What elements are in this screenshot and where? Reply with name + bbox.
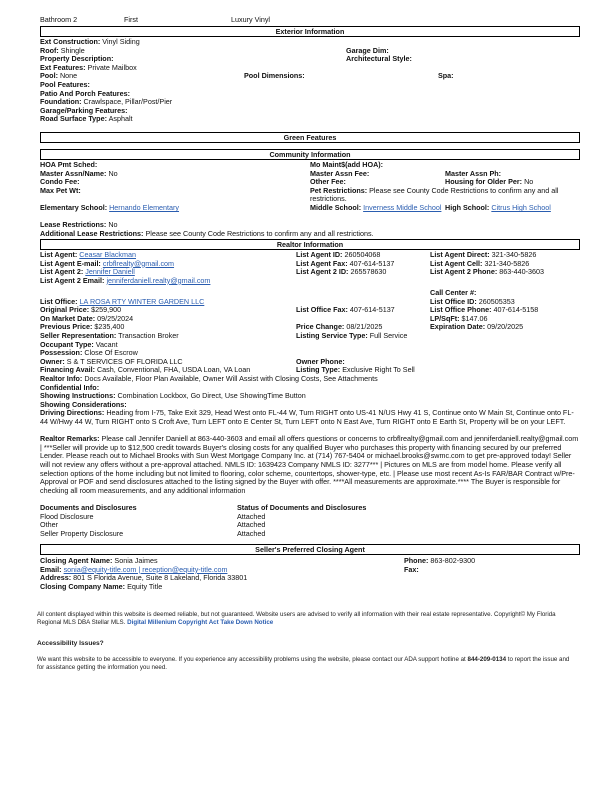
realtor-owner-label: Owner:	[40, 356, 65, 366]
community-additional_lease-value: Please see County Code Restrictions to confirm any and all restrictions.	[145, 228, 374, 238]
realtor-showing_instr-label: Showing Instructions:	[40, 391, 116, 401]
community-mo_maint-label: Mo Maint$(add HOA):	[310, 160, 384, 169]
high-school-link[interactable]: Citrus High School	[491, 203, 551, 212]
field-row	[296, 306, 395, 315]
realtor-list_office_phone-value: 407-614-5158	[493, 305, 539, 315]
field-row	[237, 530, 265, 539]
exterior-garage_dim-label: Garage Dim:	[346, 45, 389, 55]
realtor-list_agent_fax-value: 407-614-5137	[349, 258, 395, 268]
realtor-previous_price-label: Previous Price:	[40, 322, 93, 332]
realtor-list_agent_fax-label: List Agent Fax:	[296, 258, 348, 268]
list-agent2-link[interactable]: Jennifer Daniell	[85, 267, 135, 277]
community-section	[40, 161, 580, 238]
community-other_fee-label: Other Fee:	[310, 177, 346, 187]
realtor-expiration-label: Expiration Date:	[430, 322, 486, 332]
exterior-pool-value: None	[59, 71, 78, 81]
realtor-list_office_fax-value: 407-614-5137	[349, 305, 395, 315]
realtor-listing_type-label: Listing Type:	[296, 365, 341, 375]
realtor-seller_rep-label: Seller Representation:	[40, 331, 117, 340]
exterior-road-label: Road Surface Type:	[40, 114, 107, 124]
realtor-showing_instr-value: Combination Lockbox, Go Direct, Use ShowingTime Button	[117, 391, 306, 401]
closing-phone-value: 863-802-9300	[430, 556, 476, 565]
closing-agent-label: Closing Agent Name:	[40, 556, 113, 565]
realtor-expiration-value: 09/20/2025	[487, 322, 524, 332]
footer-access_text_1: We want this website to be accessible to everyone. If you experience any accessibility problems using the website, please contact our ADA support hotline at	[37, 656, 466, 663]
exterior-pool_dimensions-label: Pool Dimensions:	[244, 71, 305, 81]
realtor-remarks-value: Please call Jennifer Daniell at 863-440-3603 and email all offers questions or concerns to crbflrealty@gmail.com and jenniferdaniell.realty@gmail.com | ***Seller will provide up to $12,500 credit towards Buyer's closing costs for any qualified Buyer who purchases this property with financing secured by our preferred Lender. Please reach out to Michael Brooks with Sun West Mortgage Company Inc. at (714) 767-5404 or michael.brooks@swmc.com to get pre-approved today! Seller will not review any offers without a pre-approval attached. NMLS ID: 1639423 Company NMLS ID: 3277*** | Pictures on MLS are from model home. Please verify all selection options of the home including but not limited to flooring, color scheme, countertops, shower-type, etc. | Please use most recent As-Is FAR/BAR Contract w/Pre-Approval or POF and send disclosures attached to the listing signed by the Buyer with offer. ****All measurements are approximate.**** The Buyer is responsible for checking all room measurements, and any additional information	[40, 434, 579, 495]
realtor-list_agent2_id-value: 265578630	[350, 267, 387, 277]
realtor-confidential-label: Confidential Info:	[40, 382, 100, 392]
realtor-list_agent2_phone-value: 863-440-3603	[499, 267, 544, 277]
realtor-status_header: Status of Documents and Disclosures	[237, 503, 367, 512]
community-master_assn_name-value: No	[108, 168, 118, 178]
field-row	[40, 277, 210, 286]
field-row	[404, 566, 419, 575]
realtor-driving-value: Heading from I-75, Take Exit 329, Head West onto FL-44 W, Turn RIGHT onto US-41 N/US Hwy 41 S, Continue onto W Main St, Continue onto FL-44 W/Hwy 44 W, Turn RIGHT onto S Croft Ave, Turn LEFT onto E Center St, Turn LEFT onto N East Ave, Turn RIGHT onto E Earth St, Property will be on your LEFT.	[40, 408, 574, 426]
community-master_assn_name-label: Master Assn/Name:	[40, 168, 107, 178]
realtor-list_agent_id-value: 260504068	[344, 250, 381, 259]
field-row	[310, 187, 580, 204]
realtor-docs-0-status: Attached	[237, 511, 266, 521]
realtor-section	[40, 251, 580, 543]
exterior-garage-label: Garage/Parking Features:	[40, 105, 128, 115]
footer-disclaimer: All content displayed within this website is deemed reliable, but not guaranteed. Website users are advised to verify all information with their real estate representative. Copyright© My Florida Regional MLS DBA Stellar MLS.	[37, 611, 556, 626]
realtor-original_price-value: $259,900	[91, 305, 122, 315]
closing-phone-label: Phone:	[404, 556, 429, 565]
realtor-owner_phone-label: Owner Phone:	[296, 356, 345, 366]
room-level: First	[124, 15, 138, 24]
realtor-header: Realtor Information	[40, 239, 580, 250]
field-row	[430, 268, 544, 277]
community-housing_older-label: Housing for Older Per:	[445, 177, 523, 187]
realtor-list_agent2_id-label: List Agent 2 ID:	[296, 267, 349, 277]
realtor-on_market-label: On Market Date:	[40, 313, 96, 323]
realtor-original_price-label: Original Price:	[40, 305, 90, 315]
exterior-ext_construction-label: Ext Construction:	[40, 37, 101, 46]
closing-section	[40, 556, 580, 596]
list-agent-email-link[interactable]: crbflrealty@gmail.com	[102, 258, 175, 268]
community-pet_restrictions-value: Please see County Code Restrictions to confirm any and all restrictions.	[310, 185, 559, 204]
community-hoa_pmt-label: HOA Pmt Sched:	[40, 160, 98, 169]
realtor-list_agent_cell-label: List Agent Cell:	[430, 258, 483, 268]
footer-access_text_2: to report the issue and for assistance getting the information you need.	[37, 656, 570, 671]
realtor-driving-label: Driving Directions:	[40, 408, 105, 418]
exterior-pool-label: Pool:	[40, 71, 58, 81]
realtor-price_change-value: 08/21/2025	[346, 322, 383, 332]
realtor-list_agent_email-label: List Agent E-mail:	[40, 258, 101, 268]
realtor-realtor_info-label: Realtor Info:	[40, 374, 83, 383]
realtor-list_agent2-label: List Agent 2:	[40, 267, 84, 277]
exterior-road-value: Asphalt	[108, 114, 133, 124]
community-middle-label: Middle School:	[310, 203, 362, 212]
exterior-roof-value: Shingle	[60, 45, 85, 55]
field-row	[244, 72, 305, 81]
accessibility-text	[37, 656, 577, 672]
dmca-link[interactable]: Digital Millenium Copyright Act Take Down Notice	[127, 619, 274, 626]
exterior-arch_style-label: Architectural Style:	[346, 54, 412, 64]
realtor-list_office_phone-label: List Office Phone:	[430, 305, 492, 315]
realtor-possession-label: Possession:	[40, 348, 83, 358]
realtor-docs-2-name: Seller Property Disclosure	[40, 528, 124, 538]
closing-email-label: Email:	[40, 564, 62, 574]
field-row	[40, 409, 580, 426]
realtor-occupant-label: Occupant Type:	[40, 339, 94, 349]
community-master_assn_fee-label: Master Assn Fee:	[310, 168, 370, 178]
field-row	[346, 55, 412, 64]
realtor-showing_consid-label: Showing Considerations:	[40, 399, 127, 409]
exterior-property_description-label: Property Description:	[40, 54, 114, 64]
community-elementary-label: Elementary School:	[40, 203, 108, 212]
community-master_assn_ph-label: Master Assn Ph:	[445, 168, 502, 178]
field-row	[40, 435, 580, 495]
community-lease_restrictions-value: No	[108, 220, 118, 230]
realtor-list_agent_direct-label: List Agent Direct:	[430, 250, 490, 259]
doc-row	[40, 530, 123, 539]
field-row	[430, 323, 523, 332]
realtor-seller_rep-value: Transaction Broker	[118, 331, 179, 340]
realtor-owner-value: S & T SERVICES OF FLORIDA LLC	[66, 356, 183, 366]
realtor-docs-0-name: Flood Disclosure	[40, 511, 94, 521]
realtor-remarks-label: Realtor Remarks:	[40, 434, 100, 444]
realtor-listing_type-value: Exclusive Right To Sell	[342, 365, 415, 375]
realtor-lp_sqft-label: LP/SqFt:	[430, 313, 460, 323]
community-lease_restrictions-label: Lease Restrictions:	[40, 220, 107, 230]
realtor-list_agent-label: List Agent:	[40, 250, 78, 259]
closing-agent-value: Sonia Jaimes	[114, 556, 158, 565]
field-row	[438, 72, 454, 81]
realtor-list_office-label: List Office:	[40, 296, 78, 306]
closing-company-value: Equity Title	[127, 581, 163, 591]
realtor-list_office_id-label: List Office ID:	[430, 296, 477, 306]
field-row	[40, 187, 81, 196]
realtor-docs-1-status: Attached	[237, 520, 266, 530]
list-agent2-email-link[interactable]: jenniferdaniell.realty@gmail.com	[106, 275, 211, 285]
realtor-list_agent_id-label: List Agent ID:	[296, 250, 343, 259]
realtor-on_market-value: 09/25/2024	[97, 313, 134, 323]
exterior-header: Exterior Information	[40, 26, 580, 37]
community-high-label: High School:	[445, 203, 490, 212]
list-agent-link[interactable]: Ceasar Blackman	[79, 250, 136, 259]
exterior-roof-label: Roof:	[40, 45, 59, 55]
realtor-financing-value: Cash, Conventional, FHA, USDA Loan, VA Loan	[96, 365, 251, 375]
list-office-link[interactable]: LA ROSA RTY WINTER GARDEN LLC	[79, 296, 205, 306]
exterior-ext_features-label: Ext Features:	[40, 62, 86, 72]
realtor-list_agent2_phone-label: List Agent 2 Phone:	[430, 267, 498, 277]
field-row	[40, 204, 179, 213]
community-pet_restrictions-label: Pet Restrictions:	[310, 185, 368, 195]
elementary-school-link[interactable]: Hernando Elementary	[109, 203, 180, 212]
exterior-spa-label: Spa:	[438, 71, 454, 81]
closing-address-label: Address:	[40, 573, 72, 583]
field-row	[296, 332, 407, 341]
field-row	[445, 204, 551, 213]
exterior-foundation-value: Crawlspace, Pillar/Post/Pier	[83, 97, 173, 107]
realtor-list_agent2_email-label: List Agent 2 Email:	[40, 275, 105, 285]
disclaimer	[37, 611, 577, 627]
exterior-patio-label: Patio And Porch Features:	[40, 88, 130, 98]
realtor-docs-2-status: Attached	[237, 528, 266, 538]
realtor-possession-value: Close Of Escrow	[84, 348, 138, 358]
realtor-financing-label: Financing Avail:	[40, 365, 95, 375]
closing-company-label: Closing Company Name:	[40, 581, 126, 591]
community-header: Community Information	[40, 149, 580, 160]
exterior-ext_features-value: Private Mailbox	[87, 62, 137, 72]
realtor-list_office_fax-label: List Office Fax:	[296, 305, 348, 315]
realtor-previous_price-value: $235,400	[94, 322, 125, 332]
realtor-docs-1-name: Other	[40, 520, 58, 530]
realtor-price_change-label: Price Change:	[296, 322, 345, 332]
field-row	[40, 230, 374, 239]
exterior-foundation-label: Foundation:	[40, 97, 82, 107]
field-row	[40, 115, 133, 124]
closing-address-value: 801 S Florida Avenue, Suite 8 Lakeland, Florida 33801	[73, 573, 248, 583]
realtor-listing_service-label: Listing Service Type:	[296, 331, 368, 340]
room-flooring: Luxury Vinyl	[231, 15, 271, 24]
community-housing_older-value: No	[524, 177, 534, 187]
exterior-section	[40, 38, 580, 128]
community-additional_lease-label: Additional Lease Restrictions:	[40, 228, 144, 238]
field-row	[40, 583, 162, 592]
closing-header: Seller's Preferred Closing Agent	[40, 544, 580, 555]
realtor-listing_service-value: Full Service	[369, 331, 408, 340]
ada-hotline[interactable]: 844-209-0134	[467, 656, 507, 663]
room-row	[40, 16, 580, 25]
realtor-call_center-label: Call Center #:	[430, 288, 477, 297]
community-max_pet-label: Max Pet Wt:	[40, 185, 81, 195]
field-row	[310, 204, 442, 213]
green-header: Green Features	[40, 132, 580, 143]
community-condo_fee-label: Condo Fee:	[40, 177, 80, 187]
exterior-pool_features-label: Pool Features:	[40, 80, 90, 89]
room-name: Bathroom 2	[40, 15, 78, 24]
closing-email-link[interactable]: sonia@equity-title.com | reception@equity-title.com	[63, 564, 228, 574]
realtor-occupant-value: Vacant	[95, 339, 118, 349]
realtor-docs_header: Documents and Disclosures	[40, 503, 137, 512]
exterior-ext_construction-value: Vinyl Siding	[102, 37, 140, 46]
realtor-list_agent_direct-value: 321-340-5826	[491, 250, 537, 259]
closing-fax-label: Fax:	[404, 564, 419, 574]
realtor-list_office_id-value: 260505353	[478, 296, 515, 306]
realtor-list_agent_cell-value: 321-340-5826	[484, 258, 530, 268]
realtor-lp_sqft-value: $147.06	[461, 313, 488, 323]
field-row	[296, 268, 386, 277]
middle-school-link[interactable]: Inverness Middle School	[363, 203, 442, 212]
accessibility-title: Accessibility Issues?	[37, 640, 104, 647]
listing-report	[40, 16, 580, 596]
realtor-realtor_info-value: Docs Available, Floor Plan Available, Owner Will Assist with Closing Costs, See Attachments	[84, 374, 378, 383]
